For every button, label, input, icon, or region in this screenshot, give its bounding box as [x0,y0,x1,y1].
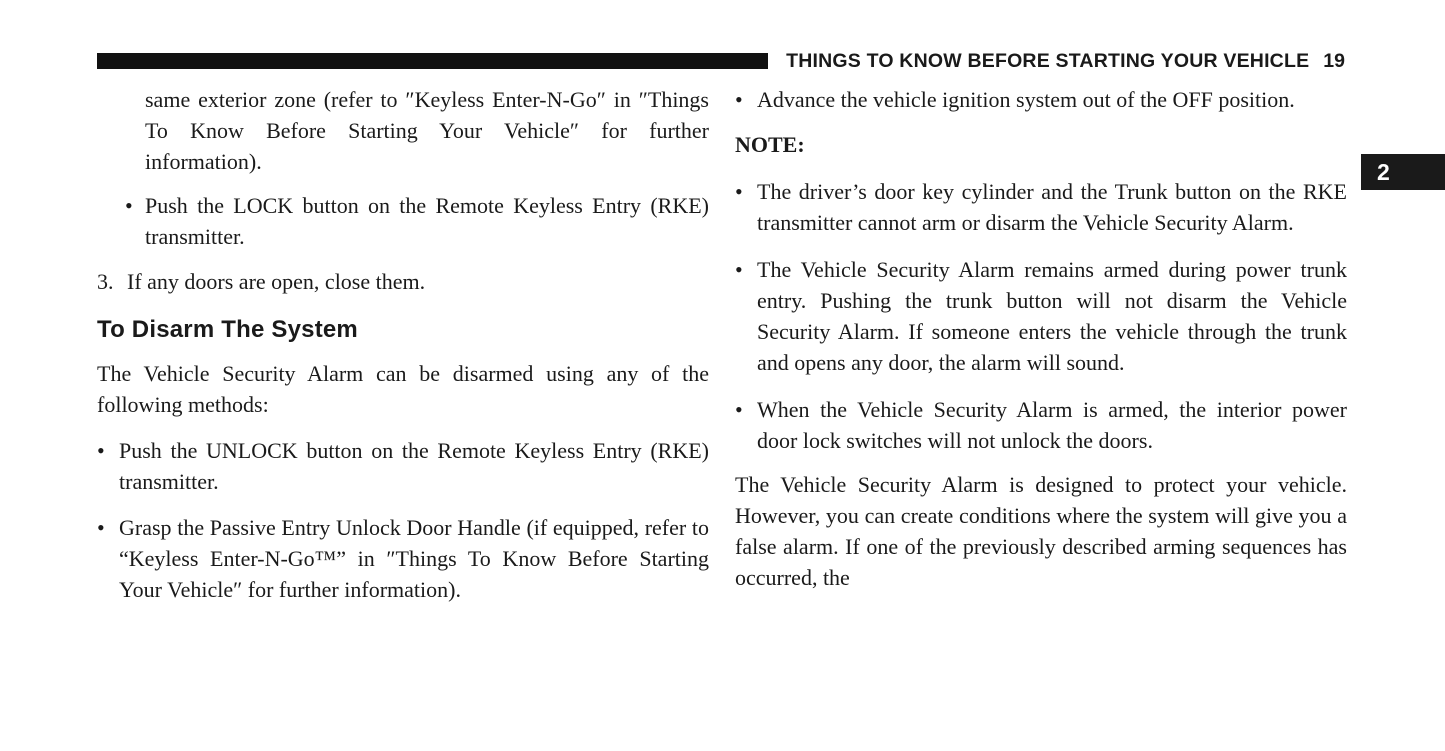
step-text: If any doors are open, close them. [127,269,426,294]
bullet-text: When the Vehicle Security Alarm is armed, the interior power door lock switches will not unlock the doors. [757,397,1347,453]
page-header [97,48,1345,74]
bullet-marker-icon [735,254,757,378]
bullet-text: Push the UNLOCK button on the Remote Keyless Entry (RKE) transmitter. [119,438,709,494]
bullet-marker-icon [97,512,119,605]
bullet-text: The driver’s door key cylinder and the Trunk button on the RKE transmitter cannot arm or disarm the Vehicle Security Alarm. [757,179,1347,235]
running-header-title: THINGS TO KNOW BEFORE STARTING YOUR VEHICLE [786,49,1310,72]
step-number: 3. [97,269,114,294]
left-column [97,84,709,605]
bullet-text: Push the LOCK button on the Remote Keyless Entry (RKE) transmitter. [145,193,709,249]
bullet-text: Grasp the Passive Entry Unlock Door Handle (if equipped, refer to “Keyless Enter-N-Go™” in ″Things To Know Before Starting Your Vehicle″ for further information). [119,515,709,602]
intro-paragraph: The Vehicle Security Alarm can be disarmed using any of the following methods: [97,361,709,417]
bullet-item [97,435,709,497]
page-number: 19 [1323,49,1345,72]
bullet-marker-icon [125,190,145,252]
two-column-body [97,84,1347,605]
section-heading: To Disarm The System [97,316,358,343]
right-column [735,84,1347,605]
closing-paragraph: The Vehicle Security Alarm is designed to protect your vehicle. However, you can create conditions where the system will give you a false alarm. If one of the previously described arming sequences has occurred, the [735,472,1347,590]
bullet-text: Advance the vehicle ignition system out of the OFF position. [757,87,1295,112]
bullet-marker-icon [97,435,119,497]
continuation-paragraph: same exterior zone (refer to ″Keyless Enter-N-Go″ in ″Things To Know Before Starting Your Vehicle″ for further information). [145,87,709,174]
bullet-item [97,512,709,605]
bullet-item [735,394,1347,456]
bullet-item [735,254,1347,378]
numbered-step [97,266,709,297]
bullet-marker-icon [735,176,757,238]
header-rule-bar [97,53,768,69]
bullet-item [735,176,1347,238]
bullet-marker-icon [735,394,757,456]
bullet-marker-icon [735,84,757,115]
note-label: NOTE: [735,132,805,157]
bullet-item [125,190,709,252]
bullet-item [735,84,1347,115]
chapter-tab: 2 [1361,154,1445,190]
bullet-text: The Vehicle Security Alarm remains armed during power trunk entry. Pushing the trunk button will not disarm the Vehicle Security Alarm. If someone enters the vehicle through the trunk and opens any door, the alarm will sound. [757,257,1347,375]
